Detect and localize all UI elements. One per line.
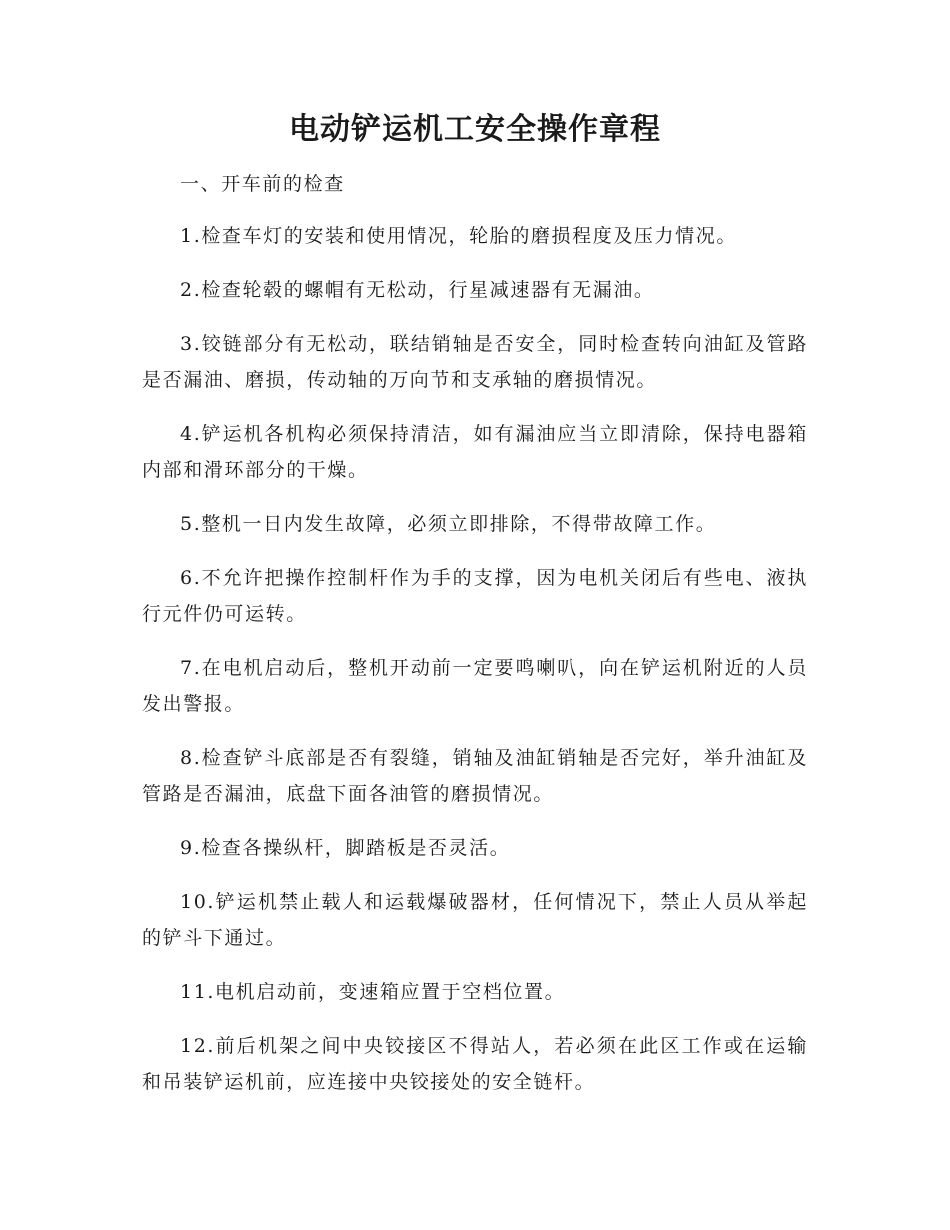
section-heading: 一、开车前的检查 [180, 173, 345, 195]
list-item: 2.检查轮毂的螺帽有无松动，行星减速器有无漏油。 [180, 279, 655, 301]
list-item: 10.铲运机禁止载人和运载爆破器材，任何情况下，禁止人员从举起的铲斗下通过。 [142, 891, 808, 949]
document-body [142, 166, 808, 1118]
list-item: 9.检查各操纵杆，脚踏板是否灵活。 [180, 837, 511, 859]
list-item: 11.电机启动前，变速箱应置于空档位置。 [180, 981, 566, 1003]
list-item: 6.不允许把操作控制杆作为手的支撑，因为电机关闭后有些电、液执行元件仍可运转。 [142, 567, 808, 625]
document-title: 电动铲运机工安全操作章程 [289, 112, 661, 147]
list-item: 12.前后机架之间中央铰接区不得站人，若必须在此区工作或在运输和吊装铲运机前，应连接中央铰接处的安全链杆。 [142, 1035, 808, 1093]
list-item: 5.整机一日内发生故障，必须立即排除，不得带故障工作。 [180, 513, 717, 535]
list-item: 1.检查车灯的安装和使用情况，轮胎的磨损程度及压力情况。 [180, 225, 737, 247]
list-item: 4.铲运机各机构必须保持清洁，如有漏油应当立即清除，保持电器箱内部和滑环部分的干燥。 [142, 423, 808, 481]
list-item: 8.检查铲斗底部是否有裂缝，销轴及油缸销轴是否完好，举升油缸及管路是否漏油，底盘下面各油管的磨损情况。 [142, 747, 808, 805]
list-item: 7.在电机启动后，整机开动前一定要鸣喇叭，向在铲运机附近的人员发出警报。 [142, 657, 808, 715]
list-item: 3.铰链部分有无松动，联结销轴是否安全，同时检查转向油缸及管路是否漏油、磨损，传动轴的万向节和支承轴的磨损情况。 [142, 333, 808, 391]
